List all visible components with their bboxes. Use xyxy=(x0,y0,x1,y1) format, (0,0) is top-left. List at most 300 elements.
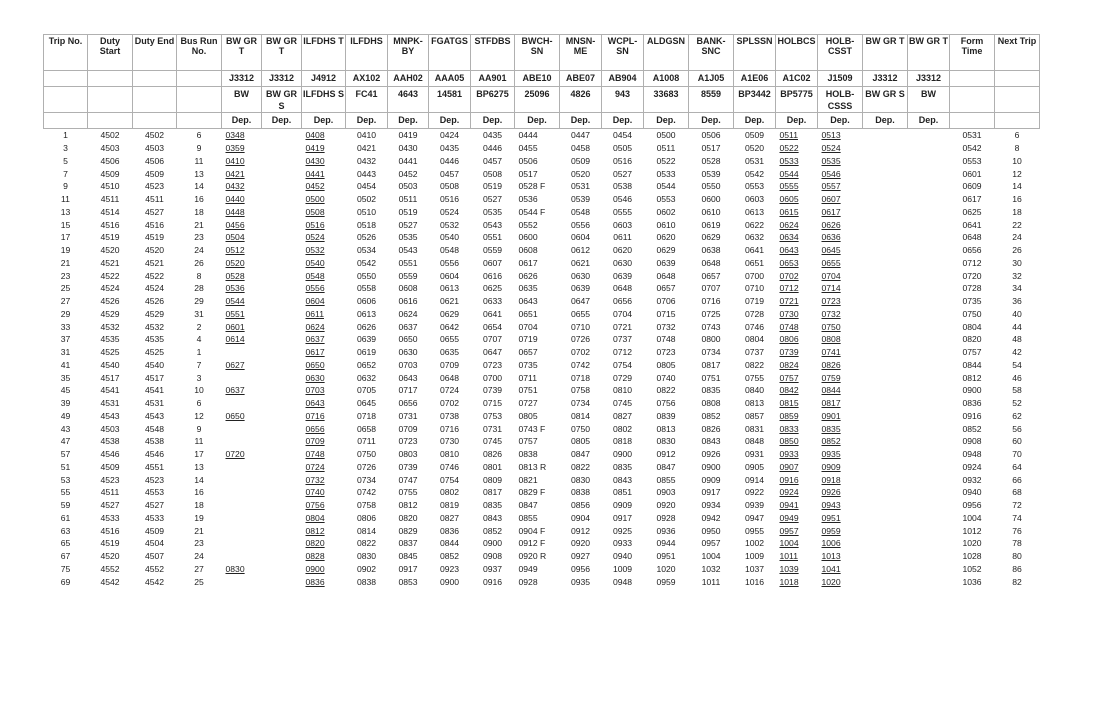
table-cell: 0607 xyxy=(821,194,841,205)
table-cell xyxy=(262,461,302,474)
stop-name: FC41 xyxy=(346,87,388,113)
table-cell: 0723 xyxy=(821,296,841,307)
table-cell: 0616 xyxy=(482,270,503,281)
table-cell: 0615 xyxy=(779,206,799,217)
table-cell: 0656 xyxy=(305,423,325,434)
table-cell xyxy=(262,218,302,231)
stop-code xyxy=(995,71,1040,87)
table-row xyxy=(44,448,1040,461)
table-cell: 0635 xyxy=(439,347,460,358)
table-cell: 27 xyxy=(194,563,204,574)
stop-name: BP5775 xyxy=(776,87,818,113)
table-cell xyxy=(863,231,908,244)
table-cell: 80 xyxy=(1012,551,1022,562)
table-cell: 4531 xyxy=(144,398,165,409)
table-cell: 28 xyxy=(194,283,204,294)
table-cell xyxy=(863,435,908,448)
table-cell: 0815 xyxy=(779,398,799,409)
table-cell: 0419 xyxy=(398,130,418,141)
table-cell: 0928 xyxy=(518,576,538,587)
table-cell: 0845 xyxy=(398,551,418,562)
table-cell xyxy=(863,448,908,461)
table-cell: 24 xyxy=(194,245,204,256)
table-cell: 4509 xyxy=(144,168,165,179)
table-cell: 0651 xyxy=(518,308,538,319)
table-cell: 4543 xyxy=(144,410,165,421)
table-cell: 0652 xyxy=(356,359,377,370)
table-cell: 0443 xyxy=(356,168,377,179)
table-cell: 33 xyxy=(60,321,71,332)
table-cell xyxy=(863,269,908,282)
table-cell: 68 xyxy=(1012,487,1022,498)
table-cell: 48 xyxy=(1012,334,1022,345)
table-cell xyxy=(863,537,908,550)
table-cell: 46 xyxy=(1012,372,1022,383)
table-cell: 0743 F xyxy=(518,423,546,434)
table-cell: 0543 xyxy=(482,219,503,230)
table-cell: 0538 xyxy=(612,181,633,192)
table-cell: 0446 xyxy=(482,143,503,154)
table-cell: 0907 xyxy=(779,461,799,472)
table-cell: 59 xyxy=(60,500,71,511)
table-row xyxy=(44,282,1040,295)
table-cell: 24 xyxy=(194,551,204,562)
table-cell: 21 xyxy=(60,257,71,268)
table-cell xyxy=(908,486,950,499)
table-cell: 0740 xyxy=(656,372,676,383)
table-cell: 0957 xyxy=(701,538,721,549)
table-cell: 0824 xyxy=(779,359,799,370)
stop-name xyxy=(44,87,88,113)
table-cell: 0455 xyxy=(518,143,538,154)
table-cell: 0632 xyxy=(356,372,377,383)
table-cell: 0702 xyxy=(570,347,591,358)
table-cell xyxy=(863,461,908,474)
table-cell: 21 xyxy=(194,525,204,536)
table-cell: 0902 xyxy=(356,563,377,574)
table-cell: 0847 xyxy=(518,500,538,511)
table-cell: 0516 xyxy=(612,155,633,166)
table-cell: 0839 xyxy=(656,410,676,421)
table-cell: 0742 xyxy=(356,487,377,498)
table-cell: 0630 xyxy=(305,372,325,383)
table-cell: 0648 xyxy=(656,270,676,281)
table-cell: 0724 xyxy=(305,461,325,472)
table-cell: 0842 xyxy=(779,385,799,396)
table-cell xyxy=(908,448,950,461)
table-cell: 4516 xyxy=(100,219,120,230)
table-cell: 0924 xyxy=(962,461,982,472)
table-cell: 0851 xyxy=(612,487,633,498)
table-cell: 58 xyxy=(1012,385,1022,396)
table-cell xyxy=(863,167,908,180)
table-cell: 12 xyxy=(1012,168,1022,179)
stop-code: A1J05 xyxy=(689,71,734,87)
dep-label xyxy=(44,113,88,129)
table-cell: 4524 xyxy=(100,283,120,294)
column-header: FGATGS xyxy=(429,35,471,71)
table-cell xyxy=(908,461,950,474)
table-cell: 57 xyxy=(60,449,71,460)
table-cell: 0746 xyxy=(439,461,460,472)
table-cell: 0947 xyxy=(744,512,765,523)
table-cell: 0757 xyxy=(962,347,982,358)
table-cell: 0720 xyxy=(225,449,245,460)
table-cell xyxy=(262,308,302,321)
table-row xyxy=(44,308,1040,321)
table-cell: 0527 xyxy=(482,194,503,205)
table-row xyxy=(44,244,1040,257)
table-cell: 0553 xyxy=(962,155,982,166)
table-cell: 25 xyxy=(60,283,71,294)
table-row xyxy=(44,473,1040,486)
table-cell: 4503 xyxy=(144,143,165,154)
table-cell xyxy=(908,537,950,550)
table-cell: 7 xyxy=(63,168,68,179)
table-cell: 0645 xyxy=(821,245,841,256)
table-cell: 0830 xyxy=(356,551,377,562)
stop-name: 25096 xyxy=(515,87,560,113)
table-cell: 0421 xyxy=(225,168,245,179)
table-row xyxy=(44,193,1040,206)
table-cell: 0905 xyxy=(744,461,765,472)
table-cell xyxy=(222,397,262,410)
table-cell: 0505 xyxy=(612,143,633,154)
table-cell: 12 xyxy=(194,410,204,421)
table-cell: 0957 xyxy=(779,525,799,536)
table-cell xyxy=(262,575,302,588)
dep-label: Dep. xyxy=(602,113,644,129)
table-cell: 0419 xyxy=(305,143,325,154)
table-cell: 0621 xyxy=(570,257,591,268)
table-cell: 4540 xyxy=(100,359,120,370)
stop-code xyxy=(88,71,133,87)
table-cell: 0810 xyxy=(612,385,633,396)
table-cell: 0809 xyxy=(482,474,503,485)
table-cell xyxy=(908,563,950,576)
table-cell: 0611 xyxy=(305,308,324,319)
table-cell: 0925 xyxy=(612,525,633,536)
table-cell: 0830 xyxy=(570,474,591,485)
table-cell xyxy=(908,384,950,397)
table-cell: 0756 xyxy=(656,398,676,409)
table-cell: 0608 xyxy=(398,283,418,294)
table-cell: 0508 xyxy=(482,168,503,179)
table-cell: 0604 xyxy=(570,232,591,243)
table-cell xyxy=(863,512,908,525)
table-cell: 0557 xyxy=(821,181,841,192)
table-cell: 0758 xyxy=(356,500,377,511)
table-cell: 0843 xyxy=(612,474,633,485)
table-cell: 0732 xyxy=(821,308,841,319)
table-cell: 0756 xyxy=(305,500,325,511)
table-row xyxy=(44,142,1040,155)
table-cell: 0715 xyxy=(482,398,503,409)
table-cell: 0653 xyxy=(779,257,799,268)
timetable-body xyxy=(44,129,1040,589)
table-cell xyxy=(908,142,950,155)
table-cell: 0757 xyxy=(779,372,799,383)
table-row xyxy=(44,320,1040,333)
table-cell: 0721 xyxy=(779,296,799,307)
table-cell: 0812 xyxy=(962,372,982,383)
table-cell xyxy=(863,155,908,168)
table-cell: 1006 xyxy=(821,538,841,549)
table-cell: 0440 xyxy=(225,194,245,205)
table-cell: 1032 xyxy=(701,563,721,574)
table-cell xyxy=(262,422,302,435)
table-cell: 1020 xyxy=(821,576,841,587)
table-cell: 1011 xyxy=(779,551,798,562)
table-cell xyxy=(908,295,950,308)
table-cell: 0622 xyxy=(744,219,765,230)
table-cell xyxy=(262,282,302,295)
table-cell: 0726 xyxy=(570,334,591,345)
table-cell: 0917 xyxy=(701,487,721,498)
stop-name xyxy=(88,87,133,113)
table-cell: 1009 xyxy=(744,551,765,562)
table-cell: 4521 xyxy=(100,257,120,268)
table-cell: 0814 xyxy=(570,410,591,421)
table-cell xyxy=(262,257,302,270)
column-header: STFDBS xyxy=(471,35,515,71)
stop-code: A1C02 xyxy=(776,71,818,87)
dep-label: Dep. xyxy=(388,113,429,129)
dep-label: Dep. xyxy=(262,113,302,129)
table-cell: 0607 xyxy=(482,257,503,268)
table-cell: 0755 xyxy=(398,487,418,498)
table-cell: 6 xyxy=(196,398,202,409)
table-cell: 0852 xyxy=(439,551,460,562)
table-cell: 0924 xyxy=(779,487,799,498)
table-cell: 69 xyxy=(60,576,71,587)
column-header: Form Time xyxy=(950,35,995,71)
table-cell: 7 xyxy=(196,359,202,370)
table-cell: 0847 xyxy=(570,449,591,460)
table-cell: 0645 xyxy=(356,398,377,409)
table-cell: 0637 xyxy=(305,334,325,345)
table-cell: 0940 xyxy=(612,551,633,562)
table-row xyxy=(44,155,1040,168)
table-cell: 0430 xyxy=(398,143,418,154)
table-cell: 0704 xyxy=(518,321,538,332)
table-cell: 0531 xyxy=(962,130,982,141)
table-cell: 0727 xyxy=(518,398,538,409)
column-header: ILFDHS xyxy=(346,35,388,71)
table-cell: 36 xyxy=(1012,296,1022,307)
table-cell: 17 xyxy=(60,232,71,243)
table-cell: 0457 xyxy=(439,168,460,179)
table-cell: 0805 xyxy=(570,436,591,447)
table-cell: 0742 xyxy=(570,359,591,370)
table-cell xyxy=(863,333,908,346)
table-cell: 0843 xyxy=(482,512,503,523)
table-cell: 0751 xyxy=(518,385,538,396)
table-cell: 0932 xyxy=(962,474,982,485)
table-cell: 0601 xyxy=(962,168,982,179)
table-cell: 0835 xyxy=(701,385,721,396)
table-cell: 0524 xyxy=(821,143,841,154)
table-cell: 0527 xyxy=(612,168,633,179)
table-cell: 0942 xyxy=(701,512,721,523)
table-cell: 0712 xyxy=(779,283,799,294)
table-cell: 0650 xyxy=(398,334,418,345)
table-cell xyxy=(262,155,302,168)
table-cell: 82 xyxy=(1012,576,1022,587)
table-cell: 0542 xyxy=(356,257,377,268)
table-cell: 0609 xyxy=(962,181,982,192)
table-cell: 19 xyxy=(194,512,204,523)
table-cell: 0949 xyxy=(779,512,799,523)
table-cell: 0737 xyxy=(612,334,633,345)
table-cell: 0723 xyxy=(482,359,503,370)
table-cell: 0601 xyxy=(225,321,245,332)
table-cell: 0657 xyxy=(518,347,538,358)
table-row xyxy=(44,461,1040,474)
table-cell: 0829 xyxy=(398,525,418,536)
table-cell: 0656 xyxy=(398,398,418,409)
table-cell xyxy=(908,231,950,244)
table-cell: 1041 xyxy=(821,563,841,574)
table-cell: 4526 xyxy=(100,296,120,307)
table-cell: 0613 xyxy=(744,206,765,217)
table-cell: 0822 xyxy=(744,359,765,370)
table-cell: 0624 xyxy=(779,219,799,230)
table-cell: 0853 xyxy=(398,576,418,587)
table-cell: 1012 xyxy=(962,525,982,536)
dep-label: Dep. xyxy=(908,113,950,129)
table-cell: 0430 xyxy=(305,155,325,166)
table-cell: 0539 xyxy=(570,194,591,205)
table-cell: 0658 xyxy=(356,423,377,434)
table-cell: 1004 xyxy=(701,551,721,562)
table-cell: 49 xyxy=(60,410,71,421)
table-cell: 0836 xyxy=(439,525,460,536)
table-cell xyxy=(908,244,950,257)
table-cell: 4519 xyxy=(144,232,165,243)
table-cell: 9 xyxy=(196,143,202,154)
table-cell: 0804 xyxy=(744,334,765,345)
table-cell xyxy=(222,512,262,525)
stop-code: A1008 xyxy=(644,71,689,87)
table-cell: 30 xyxy=(1012,257,1022,268)
table-cell: 9 xyxy=(63,181,68,192)
table-cell: 4541 xyxy=(144,385,165,396)
table-cell: 0626 xyxy=(518,270,538,281)
table-cell: 0559 xyxy=(398,270,418,281)
table-cell: 0735 xyxy=(962,296,982,307)
table-row xyxy=(44,550,1040,563)
table-cell: 0508 xyxy=(305,206,325,217)
table-cell: 0421 xyxy=(356,143,377,154)
table-cell: 0920 xyxy=(570,538,591,549)
table-cell: 0822 xyxy=(356,538,377,549)
table-cell: 0620 xyxy=(656,232,676,243)
table-cell: 0738 xyxy=(439,410,460,421)
table-cell: 0732 xyxy=(305,474,325,485)
stop-code: AX102 xyxy=(346,71,388,87)
table-cell: 0912 F xyxy=(518,538,546,549)
table-cell: 0555 xyxy=(779,181,799,192)
table-cell: 0528 xyxy=(225,270,245,281)
table-cell: 1020 xyxy=(962,538,982,549)
table-cell: 4543 xyxy=(100,410,120,421)
table-cell: 0710 xyxy=(744,283,765,294)
table-cell: 0553 xyxy=(656,194,676,205)
table-cell: 0814 xyxy=(356,525,377,536)
table-cell: 4502 xyxy=(144,130,165,141)
table-cell: 0855 xyxy=(656,474,676,485)
stop-name: BP3442 xyxy=(734,87,776,113)
table-cell: 0522 xyxy=(779,143,799,154)
table-cell: 0556 xyxy=(570,219,591,230)
table-cell: 0552 xyxy=(518,219,538,230)
table-cell: 1036 xyxy=(962,576,982,587)
table-cell: 0926 xyxy=(701,449,721,460)
table-cell: 74 xyxy=(1012,512,1022,523)
table-cell: 0522 xyxy=(656,155,676,166)
stop-name: 33683 xyxy=(644,87,689,113)
table-cell: 31 xyxy=(194,308,204,319)
table-cell xyxy=(262,167,302,180)
table-cell xyxy=(222,473,262,486)
column-header: ILFDHS T xyxy=(302,35,346,71)
table-row xyxy=(44,231,1040,244)
table-cell: 0730 xyxy=(779,308,799,319)
table-cell: 0808 xyxy=(701,398,721,409)
column-header: BW GR T xyxy=(863,35,908,71)
table-cell: 4520 xyxy=(100,551,120,562)
table-cell: 0410 xyxy=(225,155,245,166)
table-cell xyxy=(262,231,302,244)
table-cell: 6 xyxy=(1014,130,1020,141)
table-cell: 31 xyxy=(60,347,71,358)
table-cell: 0656 xyxy=(962,245,982,256)
column-header: HOLB-CSST xyxy=(818,35,863,71)
table-cell: 0817 xyxy=(482,487,503,498)
table-cell: 0654 xyxy=(482,321,503,332)
table-cell: 4504 xyxy=(144,538,165,549)
table-cell: 0544 F xyxy=(518,206,546,217)
table-cell: 0758 xyxy=(570,385,591,396)
stop-name: BW xyxy=(908,87,950,113)
table-cell: 29 xyxy=(194,296,204,307)
table-cell: 0753 xyxy=(482,410,503,421)
table-cell: 0949 xyxy=(518,563,538,574)
table-cell: 0933 xyxy=(779,449,799,460)
table-cell: 4525 xyxy=(100,347,120,358)
table-cell: 0621 xyxy=(439,296,460,307)
table-cell: 0639 xyxy=(656,257,676,268)
table-cell: 70 xyxy=(1012,449,1022,460)
table-cell: 0555 xyxy=(612,206,633,217)
table-cell: 78 xyxy=(1012,538,1022,549)
table-cell: 0922 xyxy=(744,487,765,498)
table-cell: 0750 xyxy=(570,423,591,434)
table-cell: 16 xyxy=(1012,194,1022,205)
table-cell: 0900 xyxy=(962,385,982,396)
table-row xyxy=(44,563,1040,576)
table-cell: 0600 xyxy=(701,194,721,205)
dep-label: Dep. xyxy=(776,113,818,129)
table-cell xyxy=(908,435,950,448)
table-cell xyxy=(262,384,302,397)
table-cell: 0510 xyxy=(356,206,377,217)
table-cell: 0916 xyxy=(779,474,799,485)
table-cell: 0813 xyxy=(656,423,676,434)
table-cell xyxy=(222,346,262,359)
table-cell xyxy=(222,461,262,474)
